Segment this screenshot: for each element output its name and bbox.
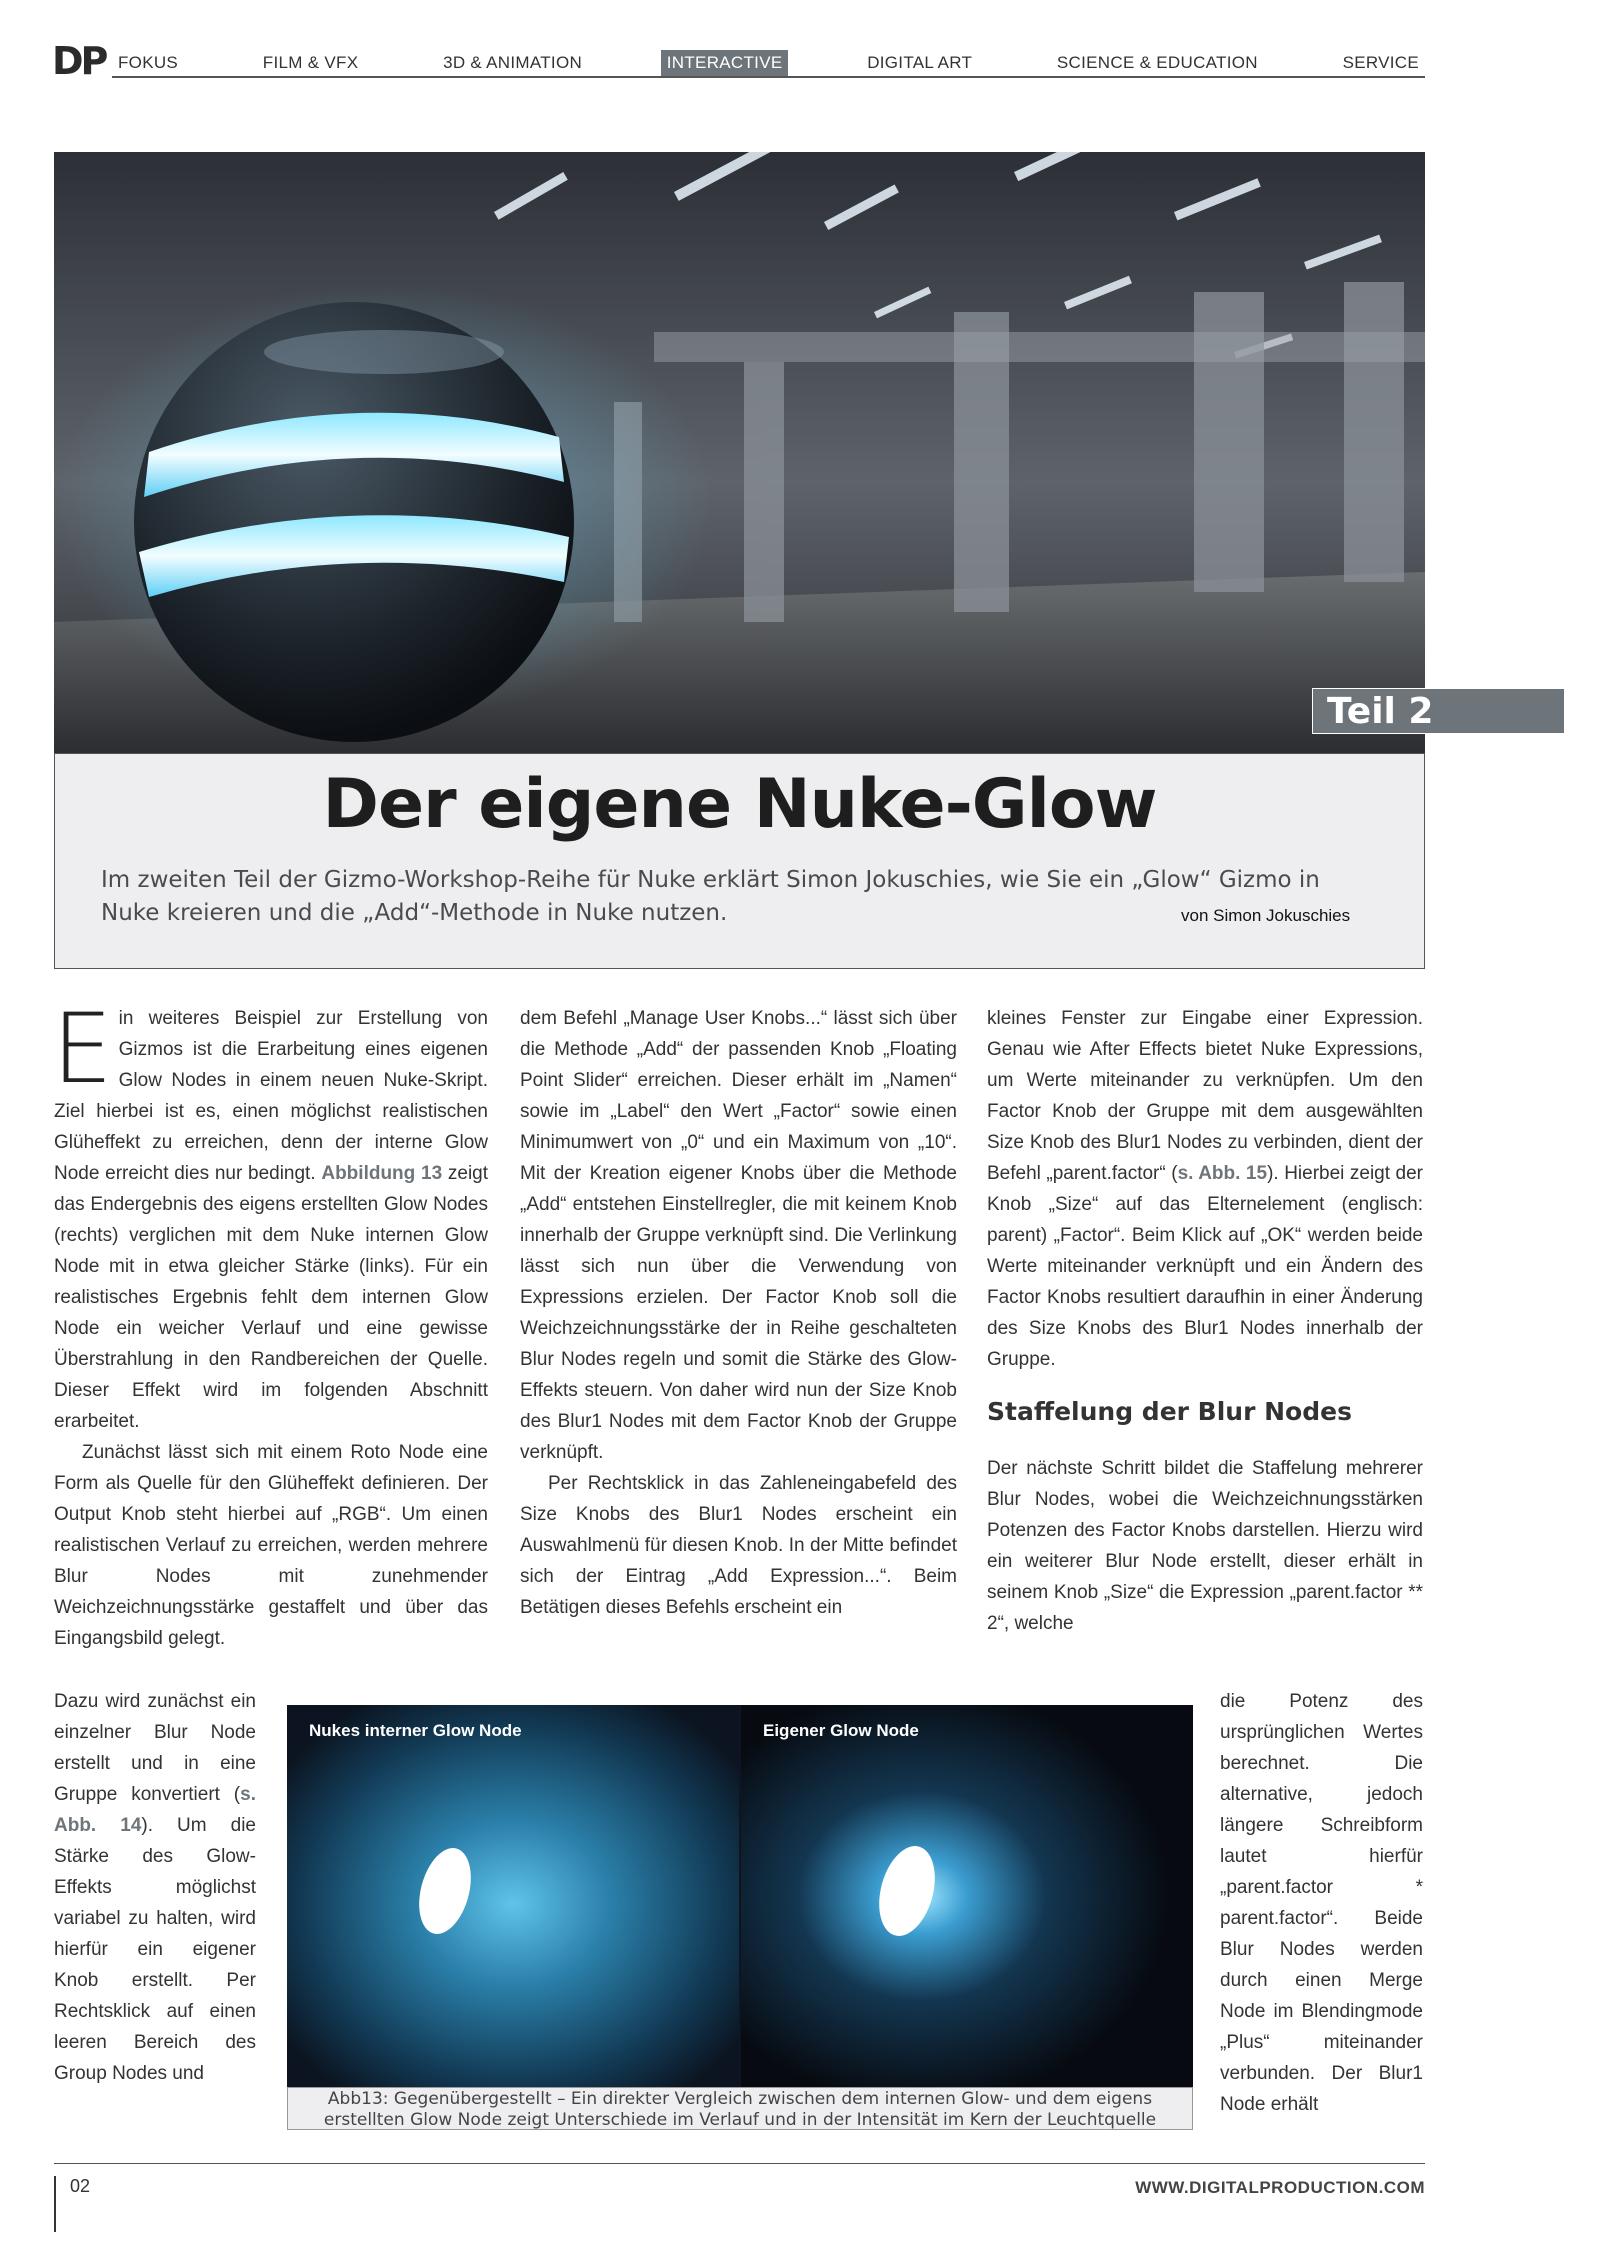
col2-paragraph-2: Per Rechtsklick in das Zahleneingabefeld des Size Knobs des Blur1 Nodes erscheint ein Auswahlmenü für diesen Knob. In der Mitte befindet sich der Eintrag „Add Expression...“. Beim Betätigen dieses Befehls erscheint ein	[520, 1473, 957, 1618]
figure-panel-own-glow	[741, 1705, 1193, 2087]
title-box	[54, 753, 1425, 969]
section-heading: Staffelung der Blur Nodes	[987, 1397, 1352, 1426]
hero-render-illustration	[54, 152, 1425, 753]
figure-ref-14[interactable]: s. Abb. 14	[54, 1784, 256, 1836]
article-column-1	[52, 993, 489, 1654]
article-title: Der eigene Nuke-Glow	[322, 765, 1157, 844]
article-author: von Simon Jokuschies	[1181, 906, 1351, 925]
figure-ref-13[interactable]: Abbildung 13	[321, 1163, 443, 1184]
nav-digital-art[interactable]: DIGITAL ART	[867, 53, 973, 72]
figure-13-caption: Abb13: Gegenübergestellt – Ein direkter Vergleich zwischen dem internen Glow- und dem eigens erstellten Glow Node zeigt Unterschiede im Verlauf und in der Intensität im Kern der Leuchtquelle	[287, 2087, 1193, 2130]
top-nav	[112, 48, 1425, 78]
article-column-2	[520, 1003, 957, 1623]
hero-image	[54, 152, 1425, 753]
nav-interactive[interactable]: INTERACTIVE	[661, 50, 789, 76]
internal-glow-label: Nukes interner Glow Node	[309, 1721, 522, 1740]
col1-paragraph-1: Ein weiteres Beispiel zur Erstellung von Gizmos ist die Erarbeitung eines eigenen Glow Nodes in einem neuen Nuke-Skript. Ziel hierbei ist es, einen möglichst realistischen Glüheffekt zu erreichen, denn der interne Glow Node erreicht dies nur bedingt. Abbildung 13 zeigt das Endergebnis des eigens erstellten Glow Nodes (rechts) verglichen mit dem Nuke internen Glow Node mit in etwa gleicher Stärke (links). Für ein realistisches Ergebnis fehlt dem internen Glow Node ein weicher Verlauf und eine gewisse Überstrahlung in den Randbereichen der Quelle. Dieser Effekt wird im folgenden Abschnitt erarbeitet.	[52, 993, 489, 1432]
figure-13	[287, 1705, 1193, 2130]
own-glow-label: Eigener Glow Node	[763, 1721, 919, 1740]
nav-science-education[interactable]: SCIENCE & EDUCATION	[1056, 53, 1258, 72]
col3-paragraph-1: kleines Fenster zur Eingabe einer Expression. Genau wie After Effects bietet Nuke Expressions, um Werte miteinander zu verknüpfen. Um den Factor Knob der Gruppe mit dem ausgewählten Size Knob des Blur1 Nodes zu verbinden, dient der Befehl „parent.factor“ (s. Abb. 15). Hierbei zeigt der Knob „Size“ auf das Elternelement (englisch: parent) „Factor“. Beim Klick auf „OK“ werden beide Werte miteinander verknüpft und ein Ändern des Factor Knobs resultiert daraufhin in einer Änderung des Size Knobs des Blur1 Nodes innerhalb der Gruppe.	[987, 1008, 1424, 1370]
nav-fokus[interactable]: FOKUS	[118, 53, 179, 72]
col3-paragraph-2-cont: die Potenz des ursprünglichen Wertes berechnet. Die alternative, jedoch längere Schreibform lautet hierfür „parent.factor * parent.factor“. Beide Blur Nodes werden durch einen Merge Node im Blendingmode „Plus“ miteinander verbunden. Der Blur1 Node erhält	[1220, 1691, 1423, 2115]
col3-paragraph-2: Der nächste Schritt bildet die Staffelung mehrerer Blur Nodes, wobei die Weichzeichnungsstärken Potenzen des Factor Knobs darstellen. Hierzu wird ein weiterer Blur Node erstellt, dieser erhält in seinem Knob „Size“ die Expression „parent.factor ** 2“, welche	[987, 1458, 1423, 1634]
article-column-1-narrow	[54, 1686, 256, 2089]
nav-divider	[112, 76, 1425, 78]
article-lead: Im zweiten Teil der Gizmo-Workshop-Reihe für Nuke erklärt Simon Jokuschies, wie Sie ein „Glow“ Gizmo in Nuke kreieren und die „Add“-Methode in Nuke nutzen.	[101, 867, 1320, 927]
internal-glow-render	[287, 1705, 739, 2087]
col1-paragraph-2: Zunächst lässt sich mit einem Roto Node eine Form als Quelle für den Glüheffekt definieren. Der Output Knob steht hierbei auf „RGB“. Um einen realistischen Verlauf zu erreichen, werden mehrere Blur Nodes mit zunehmender Weichzeichnungsstärke gestaffelt und über das Eingangsbild gelegt.	[54, 1442, 488, 1649]
article-column-3	[987, 1003, 1423, 1639]
nav-film-vfx[interactable]: FILM & VFX	[262, 53, 359, 72]
figure-panel-internal-glow	[287, 1705, 739, 2087]
footer-divider	[54, 2163, 1425, 2164]
magazine-logo[interactable]: DP	[52, 39, 106, 83]
series-part-badge: Teil 2	[1312, 688, 1565, 734]
website-link[interactable]: WWW.DIGITALPRODUCTION.COM	[1135, 2178, 1425, 2197]
page-number: 02	[54, 2176, 90, 2232]
col2-paragraph-1: dem Befehl „Manage User Knobs...“ lässt sich über die Methode „Add“ der passenden Knob „Floating Point Slider“ erreichen. Dieser erhält im „Namen“ sowie im „Label“ den Wert „Factor“ sowie einen Minimumwert von „0“ und ein Maximum von „10“. Mit der Kreation eigener Knobs über die Methode „Add“ entstehen Einstellregler, die mit keinem Knob innerhalb der Gruppe verknüpft sind. Die Verlinkung lässt sich nun über die Verwendung von Expressions erzielen. Der Factor Knob soll die Weichzeichnungsstärke der in Reihe geschalteten Blur Nodes regeln und somit die Stärke des Glow-Effekts steuern. Von daher wird nun der Size Knob des Blur1 Nodes mit dem Factor Knob der Gruppe verknüpft.	[520, 1008, 957, 1463]
nav-service[interactable]: SERVICE	[1342, 53, 1419, 72]
own-glow-render	[741, 1705, 1193, 2087]
nav-3d-animation[interactable]: 3D & ANIMATION	[443, 53, 583, 72]
col1-paragraph-2-cont: Dazu wird zunächst ein einzelner Blur Node erstellt und in eine Gruppe konvertiert (s. Abb. 14). Um die Stärke des Glow-Effekts möglichst variabel zu halten, wird hierfür ein eigener Knob erstellt. Per Rechtsklick auf einen leeren Bereich des Group Nodes und	[54, 1691, 256, 2084]
figure-ref-15[interactable]: s. Abb. 15	[1177, 1163, 1268, 1184]
article-column-3-narrow	[1220, 1686, 1423, 2120]
drop-cap: E	[52, 993, 113, 1105]
